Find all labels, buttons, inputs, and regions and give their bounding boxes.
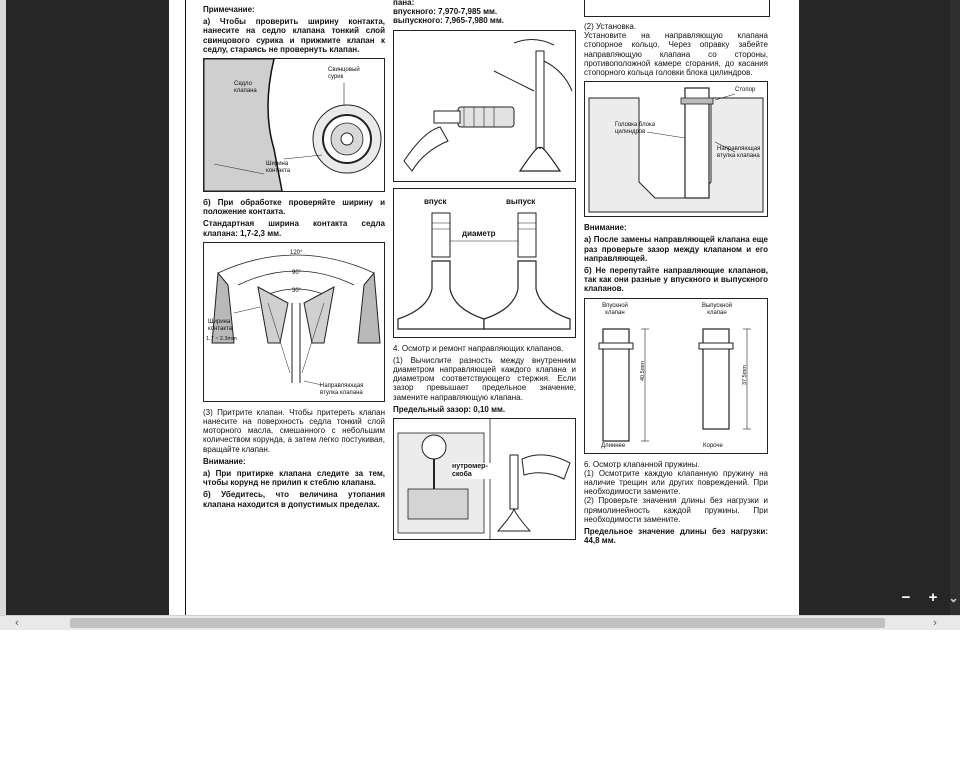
intake-spec-text: впускного: 7,970-7,985 мм. — [393, 7, 498, 17]
figure-micrometer — [393, 30, 576, 182]
label-seat: Седло клапана — [234, 81, 257, 95]
label-lead: Свинцовый сурик — [328, 67, 360, 81]
document-page — [169, 0, 799, 615]
limit-length-text: Предельное значение длины без нагрузки: 44,8 мм. — [584, 527, 768, 546]
blank-area-below-viewer — [0, 630, 960, 768]
note-a-text: а) Чтобы проверить ширину контакта, нанесите на седло клапана тонкий слой свинцового сурика и прижмите клапан к седлу, стараясь не провернуть клапан. — [203, 17, 385, 54]
scroll-left-arrow-icon[interactable]: ‹ — [15, 617, 19, 629]
label-cylinder-head: Головка блока цилиндров — [615, 122, 656, 136]
label-intake-guide: Впускной клапан — [602, 302, 628, 316]
label-angle-30: 30° — [292, 287, 302, 294]
vertical-scrollbar[interactable] — [950, 0, 960, 615]
label-stopper: Стопор — [735, 87, 756, 94]
section6-title: 6. Осмотр клапанной пружины. — [584, 459, 700, 469]
left-panel-edge — [0, 0, 6, 615]
attention-heading-right: Внимание: — [584, 223, 627, 233]
horizontal-scrollbar[interactable] — [0, 615, 960, 630]
section4-step1: (1) Вычислите разность между внутренним диаметром направляющей каждого клапана и диаметром соответствующего стержня. Если зазор превышает предельное значение, замените направляющую клапана. — [393, 355, 576, 402]
right-column — [584, 0, 768, 548]
label-bore-gauge: нутромер-скоба — [452, 463, 494, 479]
figure-guide-lengths — [584, 298, 768, 454]
limit-clearance-text: Предельный зазор: 0,10 мм. — [393, 404, 506, 414]
section4-title: 4. Осмотр и ремонт направляющих клапанов. — [393, 343, 564, 353]
attention-a-left: а) При притирке клапана следите за тем, чтобы корунд не прилип к стеблю клапана. — [203, 469, 385, 488]
attention-heading-left: Внимание: — [203, 456, 246, 466]
note-heading: Примечание: — [203, 5, 255, 14]
step3-text: (3) Притрите клапан. Чтобы притереть клапан нанесите на поверхность седла тонкий слой моторного масла, смешанного с небольшим количеством корунда, а затем легко постукивая, вращайте клапан. — [203, 407, 385, 454]
label-diameter: диаметр — [462, 228, 496, 238]
label-dim-exhaust: 37.5mm — [742, 364, 748, 385]
section6-step1: (1) Осмотрите каждую клапанную пружину на наличие трещин или других повреждений. При необходимости замените. — [584, 468, 768, 497]
figure-seat-angles — [203, 242, 385, 402]
figure-micrometer-drawing — [394, 31, 575, 181]
label-valve-guide: Направляющая втулка клапана — [320, 382, 364, 396]
label-longer: Длиннее — [601, 442, 626, 449]
label-guide-bushing: Направляющая втулка клапана — [717, 146, 761, 160]
spec-cut-line: пана: — [393, 0, 415, 7]
horizontal-scroll-thumb[interactable] — [70, 618, 885, 628]
section6-step2: (2) Проверьте значения длины без нагрузки и прямолинейность каждой пружины. При необходимости замените. — [584, 496, 768, 524]
scroll-right-arrow-icon[interactable]: › — [933, 617, 937, 629]
note-b-text: б) При обработке проверяйте ширину и положение контакта. — [203, 198, 385, 217]
label-contact-width: Ширина контакта — [266, 161, 291, 175]
label-exhaust-guide: Выпускной клапан — [701, 302, 733, 316]
install-title: (2) Установка. — [584, 22, 637, 31]
label-angle-90: 90° — [292, 269, 302, 276]
figure-guide-lengths-drawing — [585, 299, 767, 453]
figure-guide-install — [584, 81, 768, 217]
figure-valve-diameter — [393, 188, 576, 338]
middle-column — [393, 0, 576, 546]
label-shorter: Короче — [703, 442, 723, 449]
figure-bore-gauge — [393, 418, 576, 540]
zoom-in-button[interactable]: + — [928, 589, 938, 606]
zoom-out-button[interactable]: − — [901, 589, 911, 606]
figure-bore-gauge-drawing — [394, 419, 575, 539]
label-intake: впуск — [424, 196, 447, 206]
attention-a-right: а) После замены направляющей клапана еще раз проверьте зазор между клапаном и его направляющей. — [584, 235, 768, 263]
label-dim-intake: 40.5mm — [640, 360, 646, 381]
figure-valve-diameter-drawing — [394, 189, 575, 337]
figure-top-cut — [584, 0, 770, 17]
page-margin-line — [185, 0, 186, 615]
left-column — [203, 0, 385, 512]
attention-b-left: б) Убедитесь, что величина утопания клапана находится в допустимых пределах. — [203, 490, 385, 509]
label-width-range: 1.7 ~ 2.3mm — [206, 335, 237, 342]
label-angle-120: 120° — [290, 249, 303, 256]
attention-b-right: б) Не перепутайте направляющие клапанов, так как они разные у впускного и выпускного клапанов. — [584, 266, 768, 294]
figure-lead-test — [203, 58, 385, 192]
install-text: Установите на направляющую клапана стопорное кольцо. Через оправку забейте направляющую клапана со стороны, противоположной камере сгорания, до касания стопорного кольца головки блока цилиндров. — [584, 31, 768, 78]
label-exhaust: выпуск — [506, 196, 536, 206]
exhaust-spec-text: выпускного: 7,965-7,980 мм. — [393, 16, 504, 26]
label-seat-width: Ширина контакта — [208, 318, 233, 332]
scroll-down-arrow-icon[interactable]: ⌄ — [948, 591, 959, 605]
standard-width-text: Стандартная ширина контакта седла клапана: 1,7-2,3 мм. — [203, 219, 385, 238]
